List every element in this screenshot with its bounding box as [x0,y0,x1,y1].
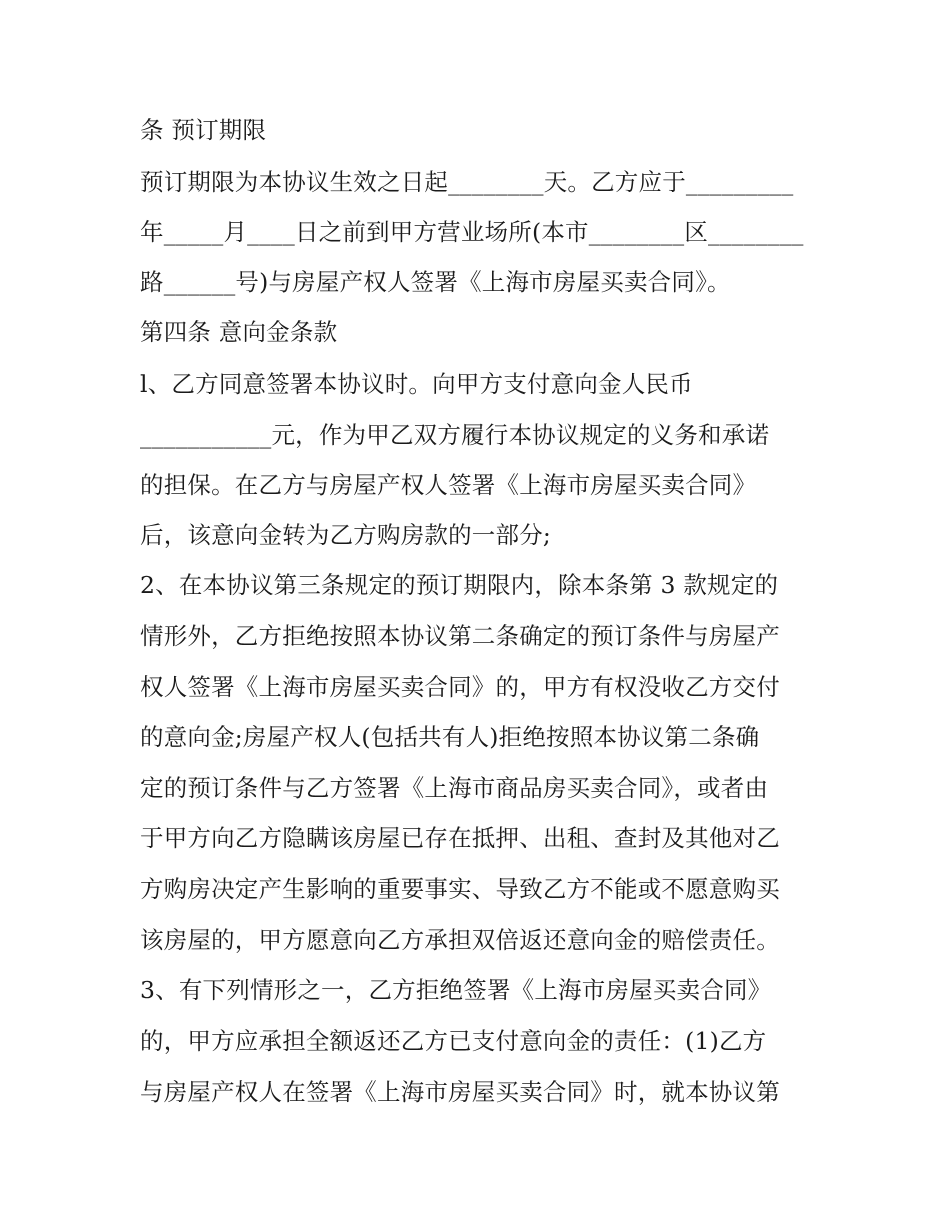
paragraph-line: 权人签署《上海市房屋买卖合同》的，甲方有权没收乙方交付 [140,673,780,701]
paragraph-line: 预订期限为本协议生效之日起________天。乙方应于_________ [140,168,794,196]
paragraph-line: ___________元，作为甲乙双方履行本协议规定的义务和承诺 [140,421,770,449]
paragraph-line: 于甲方向乙方隐瞒该房屋已存在抵押、出租、查封及其他对乙 [140,824,780,852]
paragraph-line: 路______号)与房屋产权人签署《上海市房屋买卖合同》。 [140,268,731,296]
paragraph-line: l、乙方同意签署本协议时。向甲方支付意向金人民币 [140,370,693,398]
paragraph-line: 3、有下列情形之一，乙方拒绝签署《上海市房屋买卖合同》 [140,976,772,1004]
paragraph-line: 的意向金;房屋产权人(包括共有人)拒绝按照本协议第二条确 [140,723,760,751]
section-heading: 条 预订期限 [140,116,267,144]
paragraph-line: 方购房决定产生影响的重要事实、导致乙方不能或不愿意购买 [140,875,780,903]
paragraph-line: 的，甲方应承担全额返还乙方已支付意向金的责任：(1)乙方 [140,1027,767,1055]
paragraph-line: 年_____月____日之前到甲方营业场所(本市________区________ [140,218,804,246]
section-heading: 第四条 意向金条款 [140,318,338,346]
paragraph-line: 定的预订条件与乙方签署《上海市商品房买卖合同》，或者由 [140,774,769,802]
paragraph-line: 的担保。在乙方与房屋产权人签署《上海市房屋买卖合同》 [140,471,757,499]
paragraph-line: 该房屋的，甲方愿意向乙方承担双倍返还意向金的赔偿责任。 [140,926,780,954]
paragraph-line: 与房屋产权人在签署《上海市房屋买卖合同》时，就本协议第 [140,1078,780,1106]
paragraph-line: 情形外，乙方拒绝按照本协议第二条确定的预订条件与房屋产 [140,622,780,650]
paragraph-line: 2、在本协议第三条规定的预订期限内，除本条第 3 款规定的 [140,571,779,599]
paragraph-line: 后，该意向金转为乙方购房款的一部分; [140,521,552,549]
